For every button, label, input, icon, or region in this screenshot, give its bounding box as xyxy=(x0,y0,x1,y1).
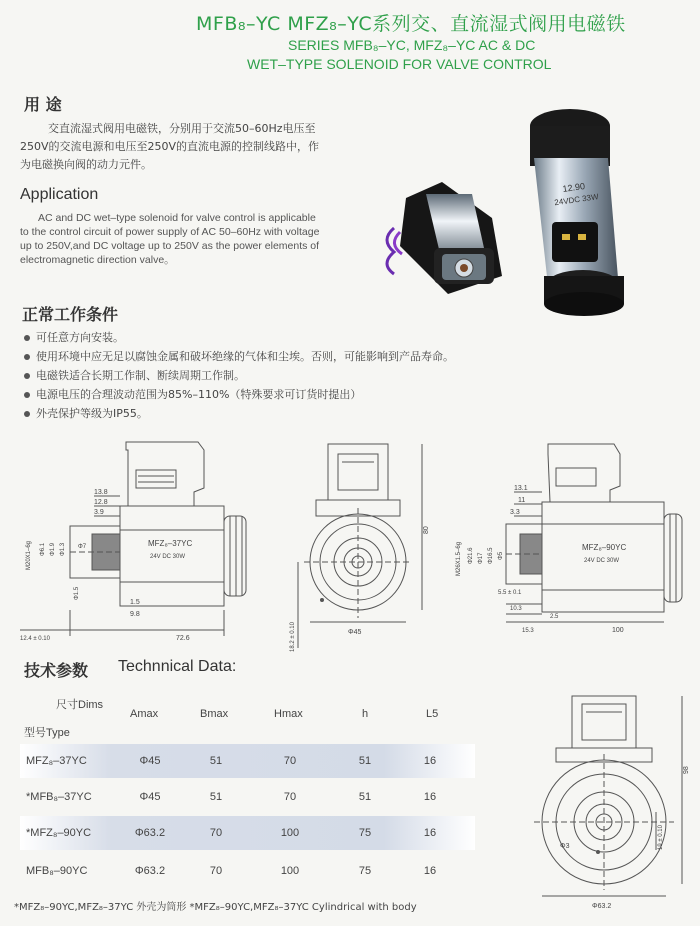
small-coil xyxy=(387,182,502,294)
dim-left-4: Φ7 xyxy=(78,544,87,550)
bullet-icon xyxy=(24,354,30,360)
cell-amax: Φ63.2 xyxy=(134,827,166,839)
usage-line: 250V的交流电源和电压至250V的直流电源的控制线路中，作 xyxy=(20,140,320,153)
condition-text: 可任意方向安装。 xyxy=(36,331,124,344)
cell-bmax: 51 xyxy=(209,755,223,767)
cell-type: *MFB₈–37YC xyxy=(26,791,92,803)
condition-item xyxy=(24,328,454,347)
cell-bmax: 70 xyxy=(209,865,223,877)
condition-item xyxy=(24,366,454,385)
application-line: to the control circuit of power supply of AC 50–60Hz with voltage xyxy=(20,226,320,238)
drawing4-side: 19 ± 0.10 xyxy=(658,825,664,850)
bullet-icon xyxy=(24,335,30,341)
cell-l5: 16 xyxy=(423,827,437,839)
dim-a: 1.5 xyxy=(130,599,140,606)
dim-bottom: 72.6 xyxy=(176,635,190,642)
cell-h: 75 xyxy=(358,865,372,877)
table-row xyxy=(20,780,475,814)
col-h: h xyxy=(362,708,369,720)
cell-hmax: 100 xyxy=(280,827,300,839)
tech-heading-en: Technnical Data: xyxy=(118,658,237,675)
col-amax: Amax xyxy=(130,708,159,720)
bullet-icon xyxy=(24,373,30,379)
cell-amax: Φ45 xyxy=(139,755,161,767)
dim3-153: 15.3 xyxy=(522,628,534,634)
drawing4-hole: Φ3 xyxy=(560,843,570,850)
col-bmax: Bmax xyxy=(200,708,229,720)
dim-left-1: Φ6.1 xyxy=(40,542,46,556)
condition-text: 外壳保护等级为IP55。 xyxy=(36,407,148,420)
product-photo xyxy=(372,98,672,320)
cell-amax: Φ45 xyxy=(139,791,161,803)
conditions-list xyxy=(24,328,454,423)
dim-left-2: Φ1.9 xyxy=(50,542,56,556)
dim3-100: 100 xyxy=(612,627,624,634)
application-line: electromagnetic direction valve。 xyxy=(20,254,175,266)
table-header xyxy=(20,690,475,742)
drawing4-dia: Φ63.2 xyxy=(592,903,612,910)
cell-bmax: 70 xyxy=(209,827,223,839)
cell-amax: Φ63.2 xyxy=(134,865,166,877)
condition-item xyxy=(24,347,454,366)
page-subtitle-2: WET–TYPE SOLENOID FOR VALVE CONTROL xyxy=(247,56,552,72)
drawing4-height: 98 xyxy=(683,766,690,774)
col-l5: L5 xyxy=(426,708,439,720)
cell-type: MFB₈–90YC xyxy=(26,865,88,877)
drawing2-height: 80 xyxy=(423,526,430,534)
page-title: MFB₈–YC MFZ₈–YC系列交、直流湿式阀用电磁铁 xyxy=(196,13,626,35)
drawing-90yc-side xyxy=(452,436,694,636)
table-row xyxy=(20,744,475,778)
drawing2-side: 18.2 ± 0.10 xyxy=(290,622,296,652)
cell-l5: 16 xyxy=(423,865,437,877)
application-heading: Application xyxy=(20,186,99,203)
cell-hmax: 70 xyxy=(283,755,297,767)
cell-h: 51 xyxy=(358,755,372,767)
cell-l5: 16 xyxy=(423,755,437,767)
cell-l5: 16 xyxy=(423,791,437,803)
dim3-left-3: Φ16.5 xyxy=(488,547,494,564)
usage-line: 交直流湿式阀用电磁铁，分别用于交流50–60Hz电压至 xyxy=(48,122,316,135)
dim3-left-2: Φ17 xyxy=(478,552,484,564)
cell-h: 75 xyxy=(358,827,372,839)
dim-top-2: 12.8 xyxy=(94,499,108,506)
dim3-top-2: 11 xyxy=(518,497,526,504)
drawing2-dia: Φ45 xyxy=(348,629,362,636)
condition-text: 电源电压的合理波动范围为85%–110%（特殊要求可订货时提出） xyxy=(36,388,362,401)
mount-hole xyxy=(596,850,600,854)
dim-bottom-left: 12.4 ± 0.10 xyxy=(20,636,50,642)
dim-top-1: 13.8 xyxy=(94,489,108,496)
dim-top-3: 3.9 xyxy=(94,509,104,516)
type-label: 型号Type xyxy=(24,727,70,739)
cell-h: 51 xyxy=(358,791,372,803)
dim-thread: M20X1–6g xyxy=(26,540,32,570)
dim3-top-3: 3.3 xyxy=(510,509,520,516)
condition-item xyxy=(24,404,454,423)
mount-hole xyxy=(320,598,324,602)
conditions-heading: 正常工作条件 xyxy=(22,305,119,324)
col-hmax: Hmax xyxy=(274,708,303,720)
condition-item xyxy=(24,385,454,404)
bullet-icon xyxy=(24,392,30,398)
dim3-55: 5.5 ± 0.1 xyxy=(498,590,522,596)
coil-label-2: 24VDC 33W xyxy=(553,192,600,208)
dim3-103: 10.3 xyxy=(510,606,522,612)
dim3-thread: M26X1.5–6g xyxy=(456,541,462,576)
cell-hmax: 100 xyxy=(280,865,300,877)
drawing3-name: MFZ₈–90YC xyxy=(582,543,627,552)
dims-label: 尺寸Dims xyxy=(56,699,104,711)
condition-text: 电磁铁适合长期工作制、断续周期工作制。 xyxy=(36,369,245,382)
cell-hmax: 70 xyxy=(283,791,297,803)
large-coil xyxy=(530,109,624,316)
usage-text xyxy=(20,120,360,174)
condition-text: 使用环境中应无足以腐蚀金属和破坏绝缘的气体和尘埃。否则，可能影响到产品寿命。 xyxy=(36,350,454,363)
dim3-top-1: 13.1 xyxy=(514,485,528,492)
application-line: AC and DC wet–type solenoid for valve control is applicable xyxy=(38,212,316,224)
dim3-left-1: Φ21.6 xyxy=(468,547,474,564)
table-row xyxy=(20,816,475,850)
drawing-37yc-side xyxy=(8,430,258,650)
drawing-front-view xyxy=(282,438,442,653)
bullet-icon xyxy=(24,411,30,417)
application-line: up to 250V,and DC voltage up to 250V as the power elements of xyxy=(20,240,320,252)
usage-line: 为电磁换向阀的动力元件。 xyxy=(20,158,152,171)
page-subtitle-1: SERIES MFB₈–YC, MFZ₈–YC AC & DC xyxy=(288,37,536,53)
dim-15: Φ1.5 xyxy=(74,586,80,600)
cell-bmax: 51 xyxy=(209,791,223,803)
dim3-left-4: Φ5 xyxy=(498,551,504,560)
table-footnote: *MFZ₈–90YC,MFZ₈–37YC 外壳为筒形 *MFZ₈–90YC,MFZ₈–37YC Cylindrical with body xyxy=(14,902,417,913)
cell-type: MFZ₈–37YC xyxy=(26,755,87,767)
drawing3-spec: 24V DC 30W xyxy=(584,558,620,564)
dim-left-3: Φ1.3 xyxy=(60,542,66,556)
dim-b: 9.8 xyxy=(130,611,140,618)
usage-heading: 用 途 xyxy=(24,95,62,114)
dim3-25: 2.5 xyxy=(550,614,559,620)
coil-label-1: 12.90 xyxy=(561,180,586,195)
drawing-90yc-front xyxy=(520,690,696,916)
application-text xyxy=(20,211,360,267)
table-row xyxy=(20,854,475,888)
drawing1-name: MFZ₈–37YC xyxy=(148,539,193,548)
tech-heading-cn: 技术参数 xyxy=(24,661,89,680)
drawing1-spec: 24V DC 30W xyxy=(150,554,186,560)
cell-type: *MFZ₈–90YC xyxy=(26,827,92,839)
